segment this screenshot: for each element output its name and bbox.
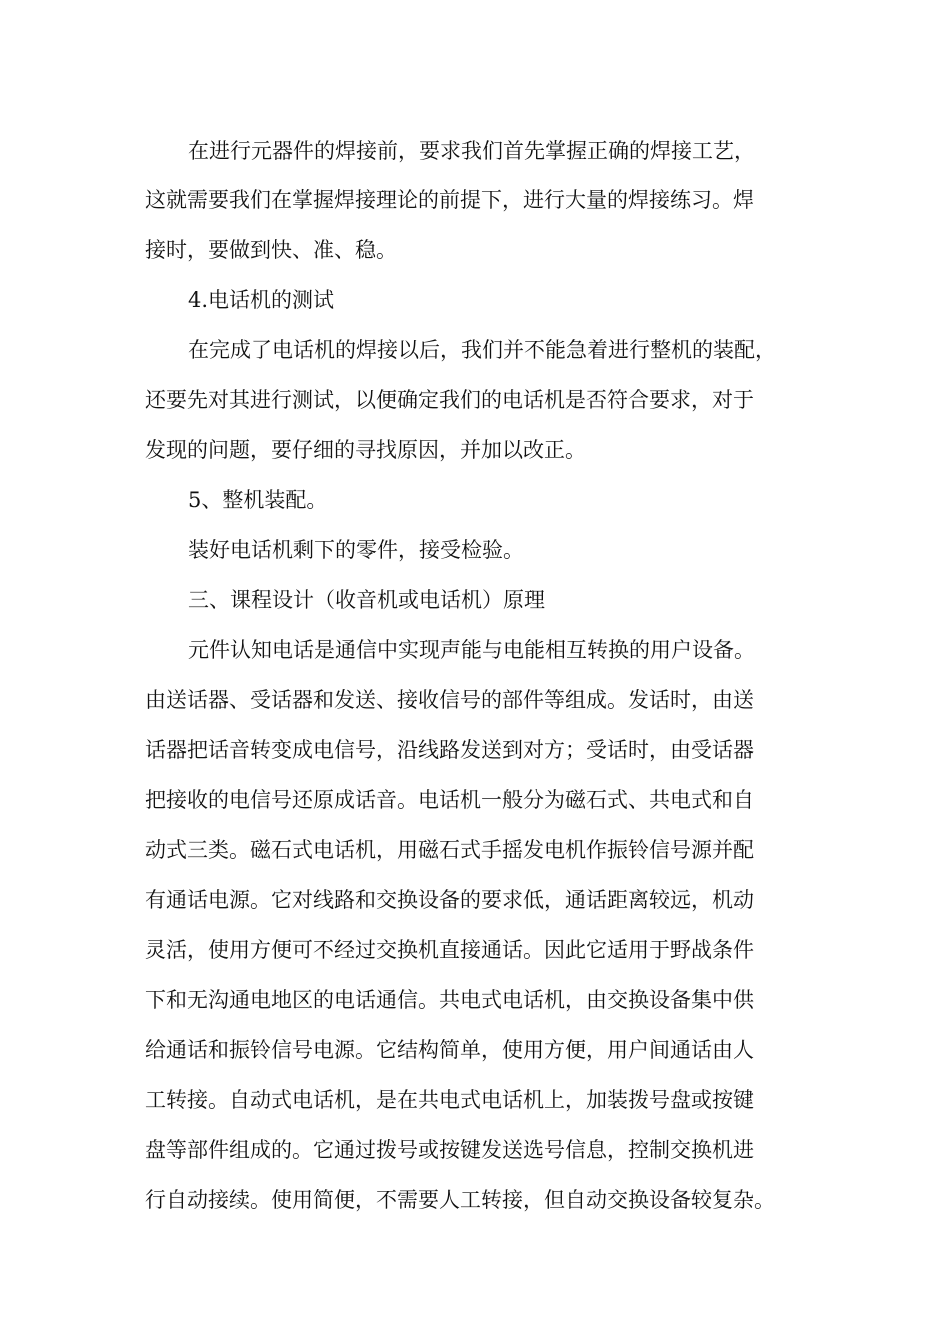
paragraph-principle-line-4: 把接收的电信号还原成话音。电话机一般分为磁石式、共电式和自 xyxy=(145,788,754,812)
section-heading-phone-test: 4.电话机的测试 xyxy=(188,288,335,312)
paragraph-principle-line-12: 行自动接续。使用简便，不需要人工转接，但自动交换设备较复杂。 xyxy=(145,1188,775,1212)
paragraph-principle-line-11: 盘等部件组成的。它通过拨号或按键发送选号信息，控制交换机进 xyxy=(145,1138,754,1162)
paragraph-principle-line-8: 下和无沟通电地区的电话通信。共电式电话机，由交换设备集中供 xyxy=(145,988,754,1012)
paragraph-test-line-3: 发现的问题，要仔细的寻找原因，并加以改正。 xyxy=(145,438,586,462)
paragraph-principle-line-1: 元件认知电话是通信中实现声能与电能相互转换的用户设备。 xyxy=(188,638,755,662)
paragraph-welding-line-3: 接时，要做到快、准、稳。 xyxy=(145,238,397,262)
section-heading-principle: 三、课程设计（收音机或电话机）原理 xyxy=(188,588,545,612)
paragraph-principle-line-5: 动式三类。磁石式电话机，用磁石式手摇发电机作振铃信号源并配 xyxy=(145,838,754,862)
paragraph-assembly: 装好电话机剩下的零件，接受检验。 xyxy=(188,538,524,562)
paragraph-welding-line-1: 在进行元器件的焊接前，要求我们首先掌握正确的焊接工艺， xyxy=(188,139,755,163)
paragraph-principle-line-2: 由送话器、受话器和发送、接收信号的部件等组成。发话时，由送 xyxy=(145,688,754,712)
section-heading-assembly: 5、整机装配。 xyxy=(188,488,328,512)
paragraph-test-line-1: 在完成了电话机的焊接以后，我们并不能急着进行整机的装配， xyxy=(188,338,776,362)
paragraph-principle-line-10: 工转接。自动式电话机，是在共电式电话机上，加装拨号盘或按键 xyxy=(145,1088,754,1112)
paragraph-principle-line-6: 有通话电源。它对线路和交换设备的要求低，通话距离较远，机动 xyxy=(145,888,754,912)
paragraph-principle-line-7: 灵活，使用方便可不经过交换机直接通话。因此它适用于野战条件 xyxy=(145,938,754,962)
paragraph-test-line-2: 还要先对其进行测试，以便确定我们的电话机是否符合要求，对于 xyxy=(145,388,754,412)
paragraph-welding-line-2: 这就需要我们在掌握焊接理论的前提下，进行大量的焊接练习。焊 xyxy=(145,188,754,212)
paragraph-principle-line-9: 给通话和振铃信号电源。它结构简单，使用方便，用户间通话由人 xyxy=(145,1038,754,1062)
paragraph-principle-line-3: 话器把话音转变成电信号，沿线路发送到对方；受话时，由受话器 xyxy=(145,738,754,762)
